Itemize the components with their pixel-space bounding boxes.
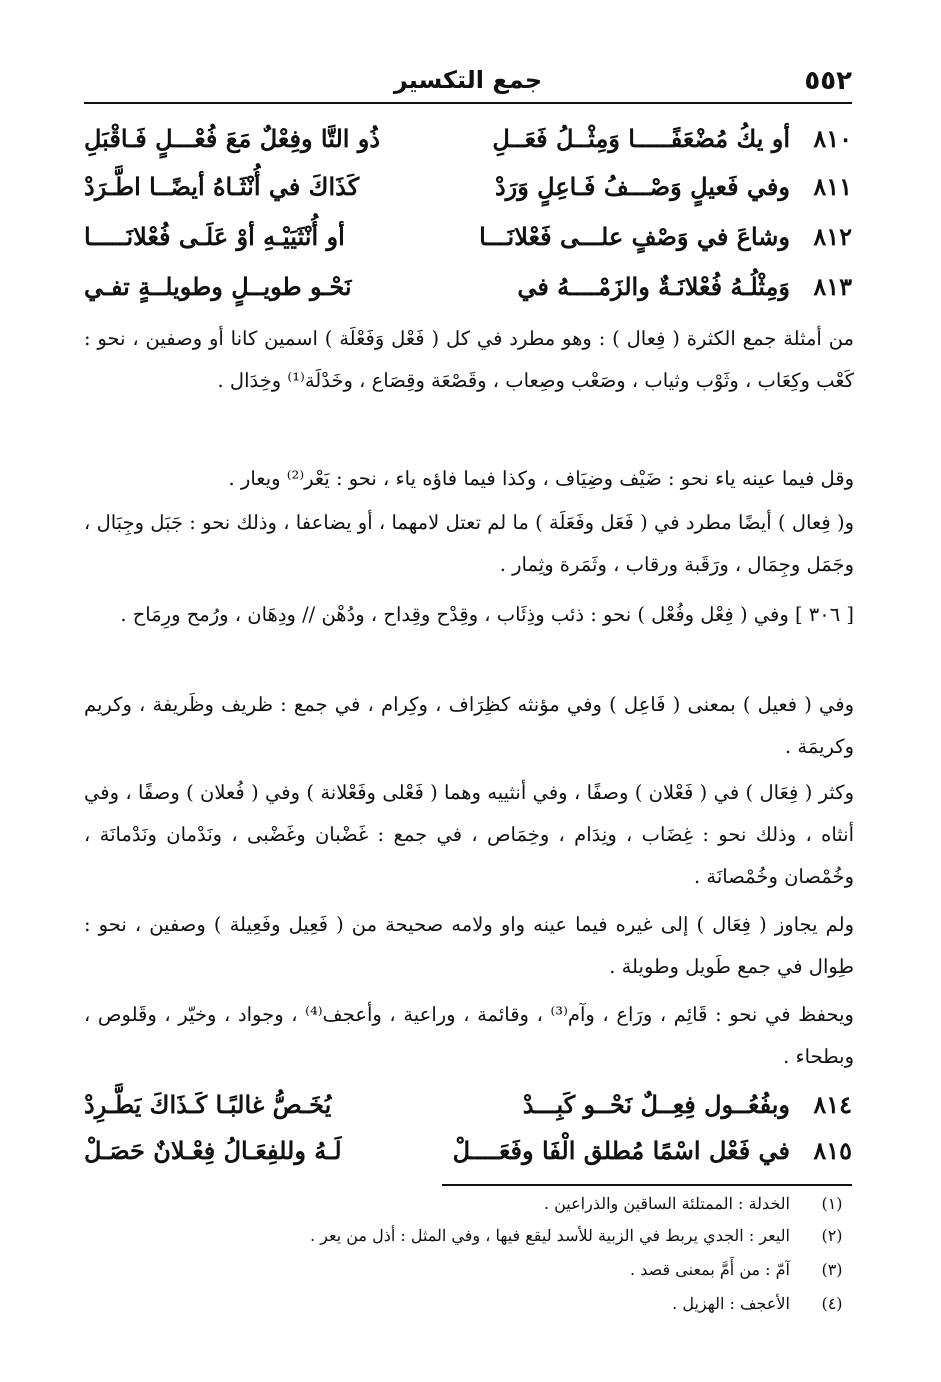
footnote-text: اليعر : الجدي يربط في الزبية للأسد ليقع فيها ، وفي المثل : أذل من يعر . (309, 1226, 790, 1245)
verse-second-hemistich: لَـهُ وللفِعَـالُ فِعْـلانٌ حَصَـلْ (84, 1136, 342, 1165)
page-number: ٥٥٢ (804, 66, 852, 96)
verse-line (84, 1084, 852, 1134)
footnote-number: (١) (821, 1194, 843, 1213)
paragraph: وفي ( فعيل ) بمعنى ( فَاعِل ) وفي مؤنثه كظِرَاف ، وكِرام ، في جمع : ظريف وظَريفة ، وكريم وكريمَة . (84, 693, 854, 758)
paragraph: ويحفظ في نحو : قَائِم ، ورَاع ، وآم⁽³⁾ ، وقائمة ، وراعية ، وأعجف⁽⁴⁾ ، وجواد ، وخيّر ، وقَلوص ، وبطحاء . (84, 1003, 854, 1068)
verse-first-hemistich: وَمِثْلُـهُ فُعْلانَـةٌ والزَمْــــهُ في (517, 272, 790, 301)
paragraph: وكثر ( فِعَال ) في ( فَعْلان ) وصفًا ، وفي أنثييه وهما ( فَعْلى وفَعْلانة ) وفي ( فُعلان ) وصفًا ، وفي أنثاه ، وذلك نحو : غِضَاب ، ونِدَام ، وخِمَاص ، في جمع : غَضْبان وغَضْبى ، ونَدْمان ونَدْمانَة ، وخُمْصان وخُمْصانَة . (84, 781, 854, 888)
verse-first-hemistich: وبفُعُــول فِعِــلٌ نَحْــو كَبِـــدْ (522, 1090, 790, 1119)
footnote-number: (٣) (821, 1260, 843, 1279)
paragraph: [ ٣٠٦ ] وفي ( فِعْل وفُعْل ) نحو : ذئب وذِئَاب ، وقِدْح وقِداح ، ودُهْن // ودِهَان ، ورُمح ورِمَاح . (120, 603, 854, 626)
verse-number: ٨١٣ (813, 272, 852, 301)
footnote (84, 1192, 852, 1220)
verse-first-hemistich: أو يكُ مُضْعَفًـــــا وَمِثْــلُ فَعَــلِ (492, 124, 790, 153)
verse-first-hemistich: وفي فَعيلٍ وَصْـــفُ فَـاعِلٍ وَرَدْ (494, 172, 790, 201)
verse-second-hemistich: نَحْـو طويــلٍ وطويلــةٍ تفـي (84, 272, 352, 301)
page-header (84, 62, 852, 104)
paragraph: وقل فيما عينه ياء نحو : ضَيْف وضِيَاف ، وكذا فيما فاؤه ياء ، نحو : يَعْر⁽²⁾ ويعار . (228, 467, 854, 490)
footnote (84, 1292, 852, 1320)
verse-number: ٨١٤ (813, 1090, 852, 1119)
verse-number: ٨١٢ (813, 222, 852, 251)
verse-number: ٨١١ (813, 172, 852, 201)
footnote-text: الخدلة : الممتلئة الساقين والذراعين . (543, 1194, 790, 1213)
verse-line (84, 118, 852, 168)
paragraph: ولم يجاوز ( فِعَال ) إلى غيره فيما عينه واو ولامه صحيحة من ( فَعِيل وفَعِيلة ) وصفين ، نحو : طِوال في جمع طَويل وطويلة . (84, 913, 854, 978)
footnote-text: آمّ : من أَمَّ بمعنى قصد . (630, 1260, 790, 1279)
verse-number: ٨١٥ (813, 1136, 852, 1165)
verse-second-hemistich: ذُو التَّا وفِعْلٌ مَعَ فُعْـــلٍ فَـاقْبَلِ (84, 124, 381, 153)
footnote-separator (442, 1184, 852, 1186)
verse-first-hemistich: وشاعَ في وَصْفٍ علـــى فَعْلانَـــا (479, 222, 790, 251)
verse-second-hemistich: يُخَـصُّ غالبًـا كَـذَاكَ يَطَّـرِدْ (84, 1090, 332, 1119)
verse-line (84, 266, 852, 316)
footnote-number: (٢) (821, 1226, 843, 1245)
footnote (84, 1224, 852, 1252)
paragraph: من أمثلة جمع الكثرة ( فِعال ) : وهو مطرد في كل ( فَعْل وَفَعْلَة ) اسمين كانا أو وصفين ، نحو : كَعْب وكِعَاب ، وثَوْب وثياب ، وصَعْب وصِعاب ، وقَصْعَة وقِصَاع ، وخَدْلَة⁽¹⁾ وخِدَال . (84, 327, 854, 392)
footnote-number: (٤) (821, 1294, 843, 1313)
verse-line (84, 166, 852, 216)
running-title: جمع التكسير (393, 66, 543, 94)
verse-line (84, 216, 852, 266)
paragraph: و( فِعال ) أيضًا مطرد في ( فَعَل وفَعَلَة ) ما لم تعتل لامهما ، أو يضاعفا ، وذلك نحو : جَبَل وجِبَال ، وجَمَل وجِمَال ، ورَقَبة ورقاب ، وثَمَرة وثِمار . (84, 511, 854, 576)
verse-line (84, 1130, 852, 1180)
verse-second-hemistich: كَذَاكَ في أُنْثَـاهُ أيضًــا اطَّـرَدْ (84, 172, 360, 201)
verse-number: ٨١٠ (813, 124, 852, 153)
footnote-text: الأعجف : الهزيل . (672, 1294, 790, 1313)
verse-first-hemistich: في فَعْل اسْمًا مُطلق الْفَا وفَعَــــلْ (452, 1136, 790, 1165)
verse-second-hemistich: أو أُنْثَيَيْـهِ أوْ عَلَـى فُعْلانَـــــا (84, 222, 345, 251)
footnote (84, 1258, 852, 1286)
